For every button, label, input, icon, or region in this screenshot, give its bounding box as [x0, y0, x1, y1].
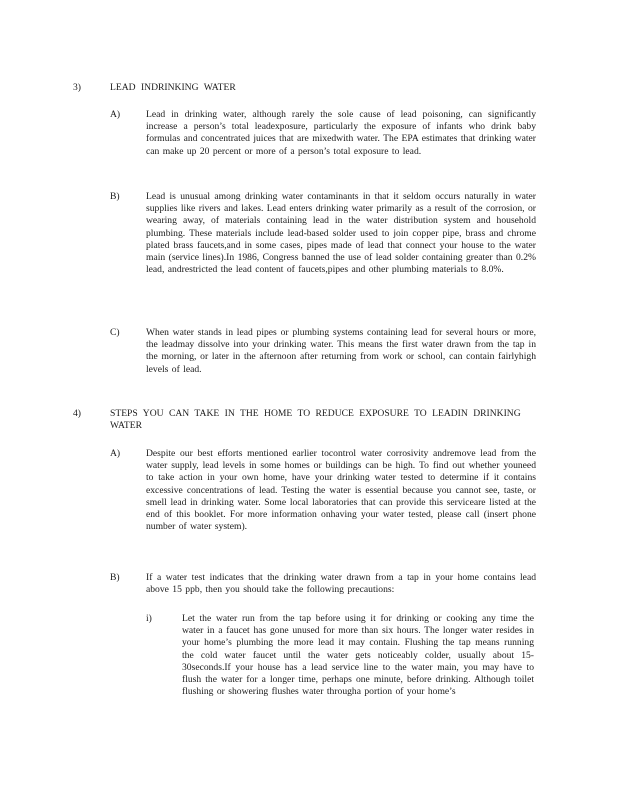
item-letter: C) — [110, 327, 120, 338]
section-number: 4) — [73, 408, 81, 419]
paragraph: When water stands in lead pipes or plumbing systems containing lead for several hours or more, the leadmay dissolve into your drinking water. This means the first water drawn from the tap in the morning, or later in the afternoon after returning from work or school, can contain fairlyhigh levels of lead. — [146, 327, 536, 375]
section-number: 3) — [73, 82, 81, 93]
paragraph: Lead is unusual among drinking water contaminants in that it seldom occurs naturally in water supplies like rivers and lakes. Lead enters drinking water primarily as a result of the corrosion, or wearing away, of materials containing lead in the water distribution system and household plumbing. These materials include lead-based solder used to join copper pipe, brass and chrome plated brass faucets,and in some cases, pipes made of lead that connect your house to the water main (service lines).In 1986, Congress banned the use of lead solder containing greater than 0.2% lead, andrestricted the lead content of faucets,pipes and other plumbing materials to 8.0%. — [146, 191, 536, 276]
paragraph: If a water test indicates that the drinking water drawn from a tap in your home contains lead above 15 ppb, then you should take the following precautions: — [146, 572, 536, 596]
item-letter: A) — [110, 448, 121, 459]
paragraph: Let the water run from the tap before using it for drinking or cooking any time the water in a faucet has gone unused for more than six hours. The longer water resides in your home’s plumbing the more lead it may contain. Flushing the tap means running the cold water faucet until the water gets noticeably colder, usually about 15-30seconds.If your house has a lead service line to the water main, you may have to flush the water for a longer time, perhaps one minute, before drinking. Although toilet flushing or showering flushes water througha portion of your home’s — [182, 613, 534, 698]
item-letter: B) — [110, 572, 120, 583]
section-title: LEAD INDRINKING WATER — [110, 82, 236, 93]
section-title: STEPS YOU CAN TAKE IN THE HOME TO REDUCE EXPOSURE TO LEADIN DRINKING WATER — [110, 408, 521, 432]
paragraph: Despite our best efforts mentioned earlier tocontrol water corrosivity andremove lead from the water supply, lead levels in some homes or buildings can be high. To find out whether youneed to take action in your own home, have your drinking water tested to determine if it contains excessive concentrations of lead. Testing the water is essential because you cannot see, taste, or smell lead in drinking water. Some local laboratories that can provide this serviceare listed at the end of this booklet. For more information onhaving your water tested, please call (insert phone number of water system). — [146, 448, 536, 533]
item-letter: A) — [110, 109, 121, 120]
subitem-numeral: i) — [146, 613, 152, 624]
paragraph: Lead in drinking water, although rarely the sole cause of lead poisoning, can significantly increase a person’s total leadexposure, particularly the exposure of infants who drink baby formulas and concentrated juices that are mixedwith water. The EPA estimates that drinking water can make up 20 percent or more of a person’s total exposure to lead. — [146, 109, 536, 157]
item-letter: B) — [110, 191, 120, 202]
